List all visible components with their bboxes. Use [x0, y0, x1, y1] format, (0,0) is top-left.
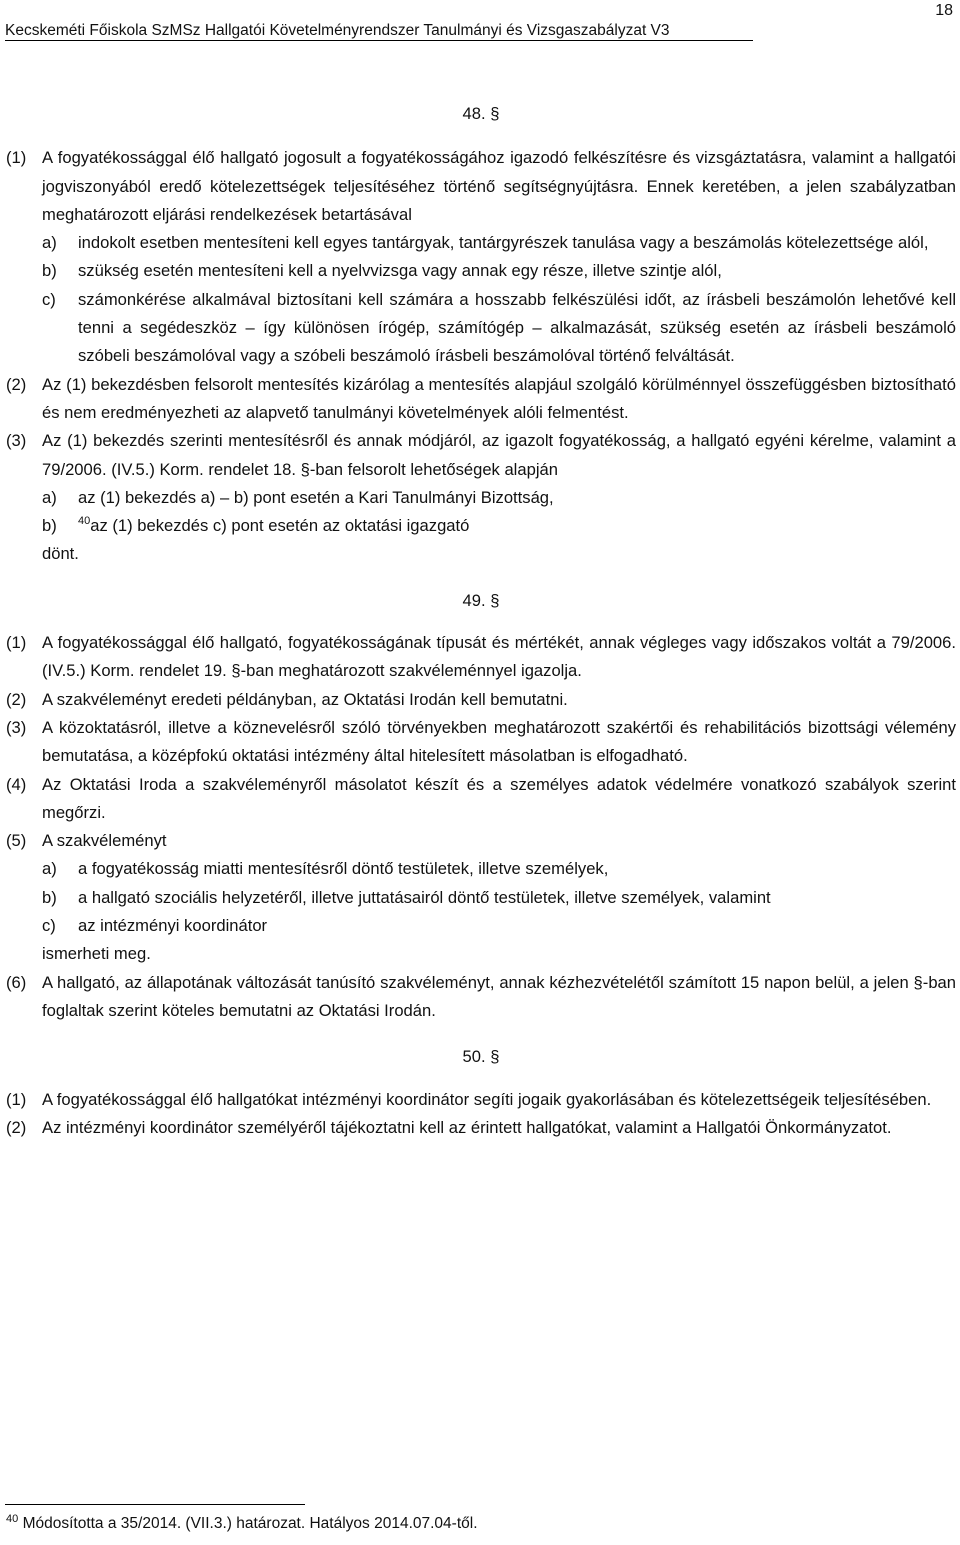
paragraph-number: (2)	[6, 689, 27, 709]
section-heading-48: 48. §	[462, 104, 500, 123]
paragraph-49-2	[6, 686, 956, 714]
item-label: b)	[42, 887, 57, 907]
paragraph-48-1	[6, 144, 956, 229]
paragraph-text: Az Oktatási Iroda a szakvéleményről másolatot készít és a személyes adatok védelmére vonatkozó szabályok szerint megőrzi.	[42, 774, 956, 822]
item-text: számonkérése alkalmával biztosítani kell számára a hosszabb felkészülési időt, az írásbeli beszámolón lehetővé kell tenni a segédeszköz – így különösen írógép, számítógép – alkalmazását, szükség esetén az írásbeli beszámoló szóbeli beszámolóval vagy a szóbeli beszámoló írásbeli beszámolóval történő felváltását.	[78, 289, 956, 366]
list-item	[42, 229, 956, 257]
paragraph-49-6	[6, 969, 956, 1026]
paragraph-text: Az (1) bekezdésben felsorolt mentesítés kizárólag a mentesítés alapjául szolgáló körülménnyel összefüggésben biztosítható és nem eredményezheti az alapvető tanulmányi követelmények alóli felmentést.	[42, 374, 956, 422]
paragraph-text: A fogyatékossággal élő hallgató jogosult a fogyatékosságához igazodó felkészítésre és vizsgáztatásra, valamint a hallgatói jogviszonyából eredő kötelezettségek teljesítéséhez történő segítségnyújtásra. Ennek keretében, a jelen szabályzatban meghatározott eljárási rendelkezések betartásával	[42, 148, 956, 224]
paragraph-text: A fogyatékossággal élő hallgató, fogyatékosságának típusát és mértékét, annak végleges vagy időszakos voltát a 79/2006. (IV.5.) Korm. rendelet 19. §-ban meghatározott szakvéleménnyel igazolja.	[42, 633, 956, 681]
paragraph-50-2	[6, 1114, 956, 1142]
list-item	[42, 855, 956, 883]
item-label: a)	[42, 859, 57, 879]
list-item	[42, 912, 956, 940]
item-label: b)	[42, 516, 57, 536]
paragraph-number: (1)	[6, 633, 27, 653]
item-text: a fogyatékosság miatti mentesítésről döntő testületek, illetve személyek,	[78, 859, 609, 879]
item-text: az (1) bekezdés c) pont esetén az oktatási igazgató	[90, 516, 470, 536]
document-body	[6, 100, 956, 1142]
paragraph-text: A közoktatásról, illetve a köznevelésről szóló törvényekben meghatározott szakértői és rehabilitációs bizottsági vélemény bemutatása, a középfokú oktatási intézmény által hitelesített másolatban is elfogadható.	[42, 717, 956, 766]
section-heading-50: 50. §	[462, 1047, 500, 1067]
paragraph-number: (5)	[6, 831, 27, 851]
paragraph-number: (2)	[6, 374, 27, 394]
list-item	[42, 884, 956, 912]
list-item	[42, 484, 956, 512]
paragraph-50-1	[6, 1086, 956, 1114]
item-text: az (1) bekezdés a) – b) pont esetén a Kari Tanulmányi Bizottság,	[78, 487, 554, 507]
footnote-text: Módosította a 35/2014. (VII.3.) határozat. Hatályos 2014.07.04-től.	[22, 1515, 478, 1532]
paragraph-text: A hallgató, az állapotának változását tanúsító szakvéleményt, annak kézhezvételétől számított 15 napon belül, a jelen §-ban foglaltak szerint köteles bemutatni az Oktatási Irodán.	[42, 972, 956, 1020]
footnote-reference[interactable]: 40	[78, 515, 91, 528]
list-item	[42, 257, 956, 285]
item-label: c)	[42, 916, 56, 936]
paragraph-text: A szakvéleményt eredeti példányban, az Oktatási Irodán kell bemutatni.	[42, 689, 568, 709]
paragraph-number: (1)	[6, 1089, 27, 1109]
paragraph-48-3	[6, 427, 956, 484]
item-text: az intézményi koordinátor	[78, 916, 268, 936]
item-text: indokolt esetben mentesíteni kell egyes tantárgyak, tantárgyrészek tanulása vagy a beszámolás kötelezettsége alól,	[78, 233, 929, 253]
paragraph-number: (1)	[6, 148, 27, 168]
item-label: c)	[42, 289, 56, 309]
paragraph-49-1	[6, 629, 956, 686]
paragraph-number: (2)	[6, 1117, 27, 1137]
page-number: 18	[935, 2, 953, 19]
item-label: b)	[42, 261, 57, 281]
paragraph-number: (6)	[6, 972, 27, 992]
paragraph-49-4	[6, 771, 956, 828]
paragraph-number: (3)	[6, 717, 27, 737]
paragraph-49-3	[6, 714, 956, 771]
item-label: a)	[42, 487, 57, 507]
closing-text: ismerheti meg.	[42, 944, 151, 964]
paragraph-text: A szakvéleményt	[42, 831, 167, 851]
running-header: Kecskeméti Főiskola SzMSz Hallgatói Követelményrendszer Tanulmányi és Vizsgaszabályzat V3	[5, 22, 753, 41]
item-text: a hallgató szociális helyzetéről, illetve juttatásairól döntő testületek, illetve személyek, valamint	[78, 887, 771, 907]
footnote-mark: 40	[6, 1513, 19, 1525]
paragraph-number: (4)	[6, 774, 27, 794]
paragraph-text: A fogyatékossággal élő hallgatókat intézményi koordinátor segíti jogaik gyakorlásában és kötelezettségeik teljesítésében.	[42, 1089, 932, 1109]
item-text: szükség esetén mentesíteni kell a nyelvvizsga vagy annak egy része, illetve szintje alól,	[78, 261, 722, 281]
footnote	[6, 1514, 478, 1534]
paragraph-text: Az (1) bekezdés szerinti mentesítésről és annak módjáról, az igazolt fogyatékosság, a hallgató egyéni kérelme, valamint a 79/2006. (IV.5.) Korm. rendelet 18. §-ban felsorolt lehetőségek alapján	[42, 431, 956, 479]
footnote-separator	[5, 1504, 305, 1505]
list-item	[42, 286, 956, 371]
paragraph-48-2	[6, 371, 956, 428]
paragraph-49-5	[6, 827, 956, 855]
list-item	[42, 512, 956, 540]
item-label: a)	[42, 233, 57, 253]
section-heading-49: 49. §	[462, 590, 500, 610]
paragraph-text: Az intézményi koordinátor személyéről tájékoztatni kell az érintett hallgatókat, valamint a Hallgatói Önkormányzatot.	[42, 1117, 892, 1137]
item-text-with-footnote	[78, 512, 956, 540]
closing-text: dönt.	[42, 544, 79, 564]
paragraph-number: (3)	[6, 431, 27, 451]
